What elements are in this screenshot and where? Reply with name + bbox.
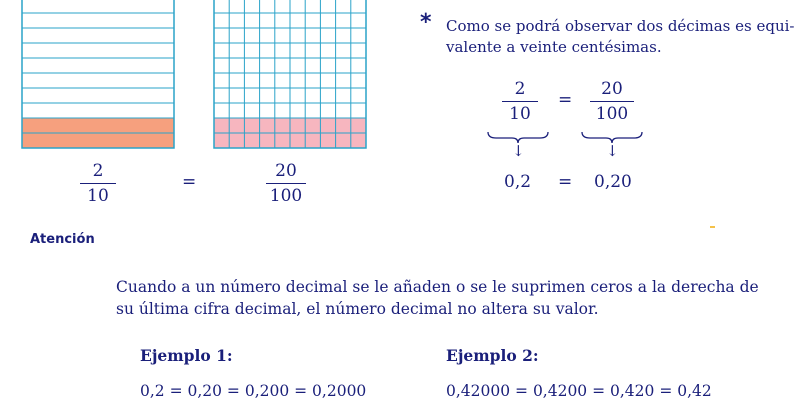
note-text [446,16,796,58]
rule-line-2: su última cifra decimal, el número decimal no altera su valor. [116,300,599,318]
decorative-dot [710,226,715,228]
example-1-content: 0,2 = 0,20 = 0,200 = 0,2000 [140,382,367,400]
note-line-1: Como se podrá observar dos décimas es equi- [446,17,795,35]
note-left-fraction [502,78,538,125]
fraction-numerator: 20 [601,79,623,99]
right-arrow-down-icon: ↓ [606,142,619,160]
note-equals-sign: = [558,90,573,110]
fraction-bar [80,183,116,184]
hundredths-fraction [266,160,306,207]
left-decimal: 0,2 [504,172,532,192]
fraction-numerator: 2 [92,161,104,181]
fraction-numerator: 2 [514,79,526,99]
note-line-2: valente a veinte centésimas. [446,38,662,56]
left-arrow-down-icon: ↓ [512,142,525,160]
tenths-grid [20,0,176,152]
fraction-numerator: 20 [275,161,297,181]
fraction-denominator: 100 [269,186,303,206]
rule-text [116,276,776,320]
fraction-denominator: 10 [509,104,531,124]
fraction-bar [502,101,538,102]
hundredths-grid [212,0,368,152]
example-2-content: 0,42000 = 0,4200 = 0,420 = 0,42 [446,382,712,400]
fraction-denominator: 10 [87,186,109,206]
rule-line-1: Cuando a un número decimal se le añaden o se le suprimen ceros a la derecha de [116,278,759,296]
shaded-tenth [22,133,174,148]
decimal-equals-sign: = [558,172,573,192]
fraction-denominator: 100 [595,104,629,124]
equals-sign: = [182,172,197,192]
attention-heading: Atención [30,232,95,247]
right-decimal: 0,20 [594,172,632,192]
example-2-title: Ejemplo 2: [446,346,539,365]
tenths-fraction [80,160,116,207]
shaded-tenth [22,118,174,133]
fraction-bar [266,183,306,184]
note-right-fraction [590,78,634,125]
asterisk-bullet: * [420,10,432,35]
example-1-title: Ejemplo 1: [140,346,233,365]
fraction-bar [590,101,634,102]
